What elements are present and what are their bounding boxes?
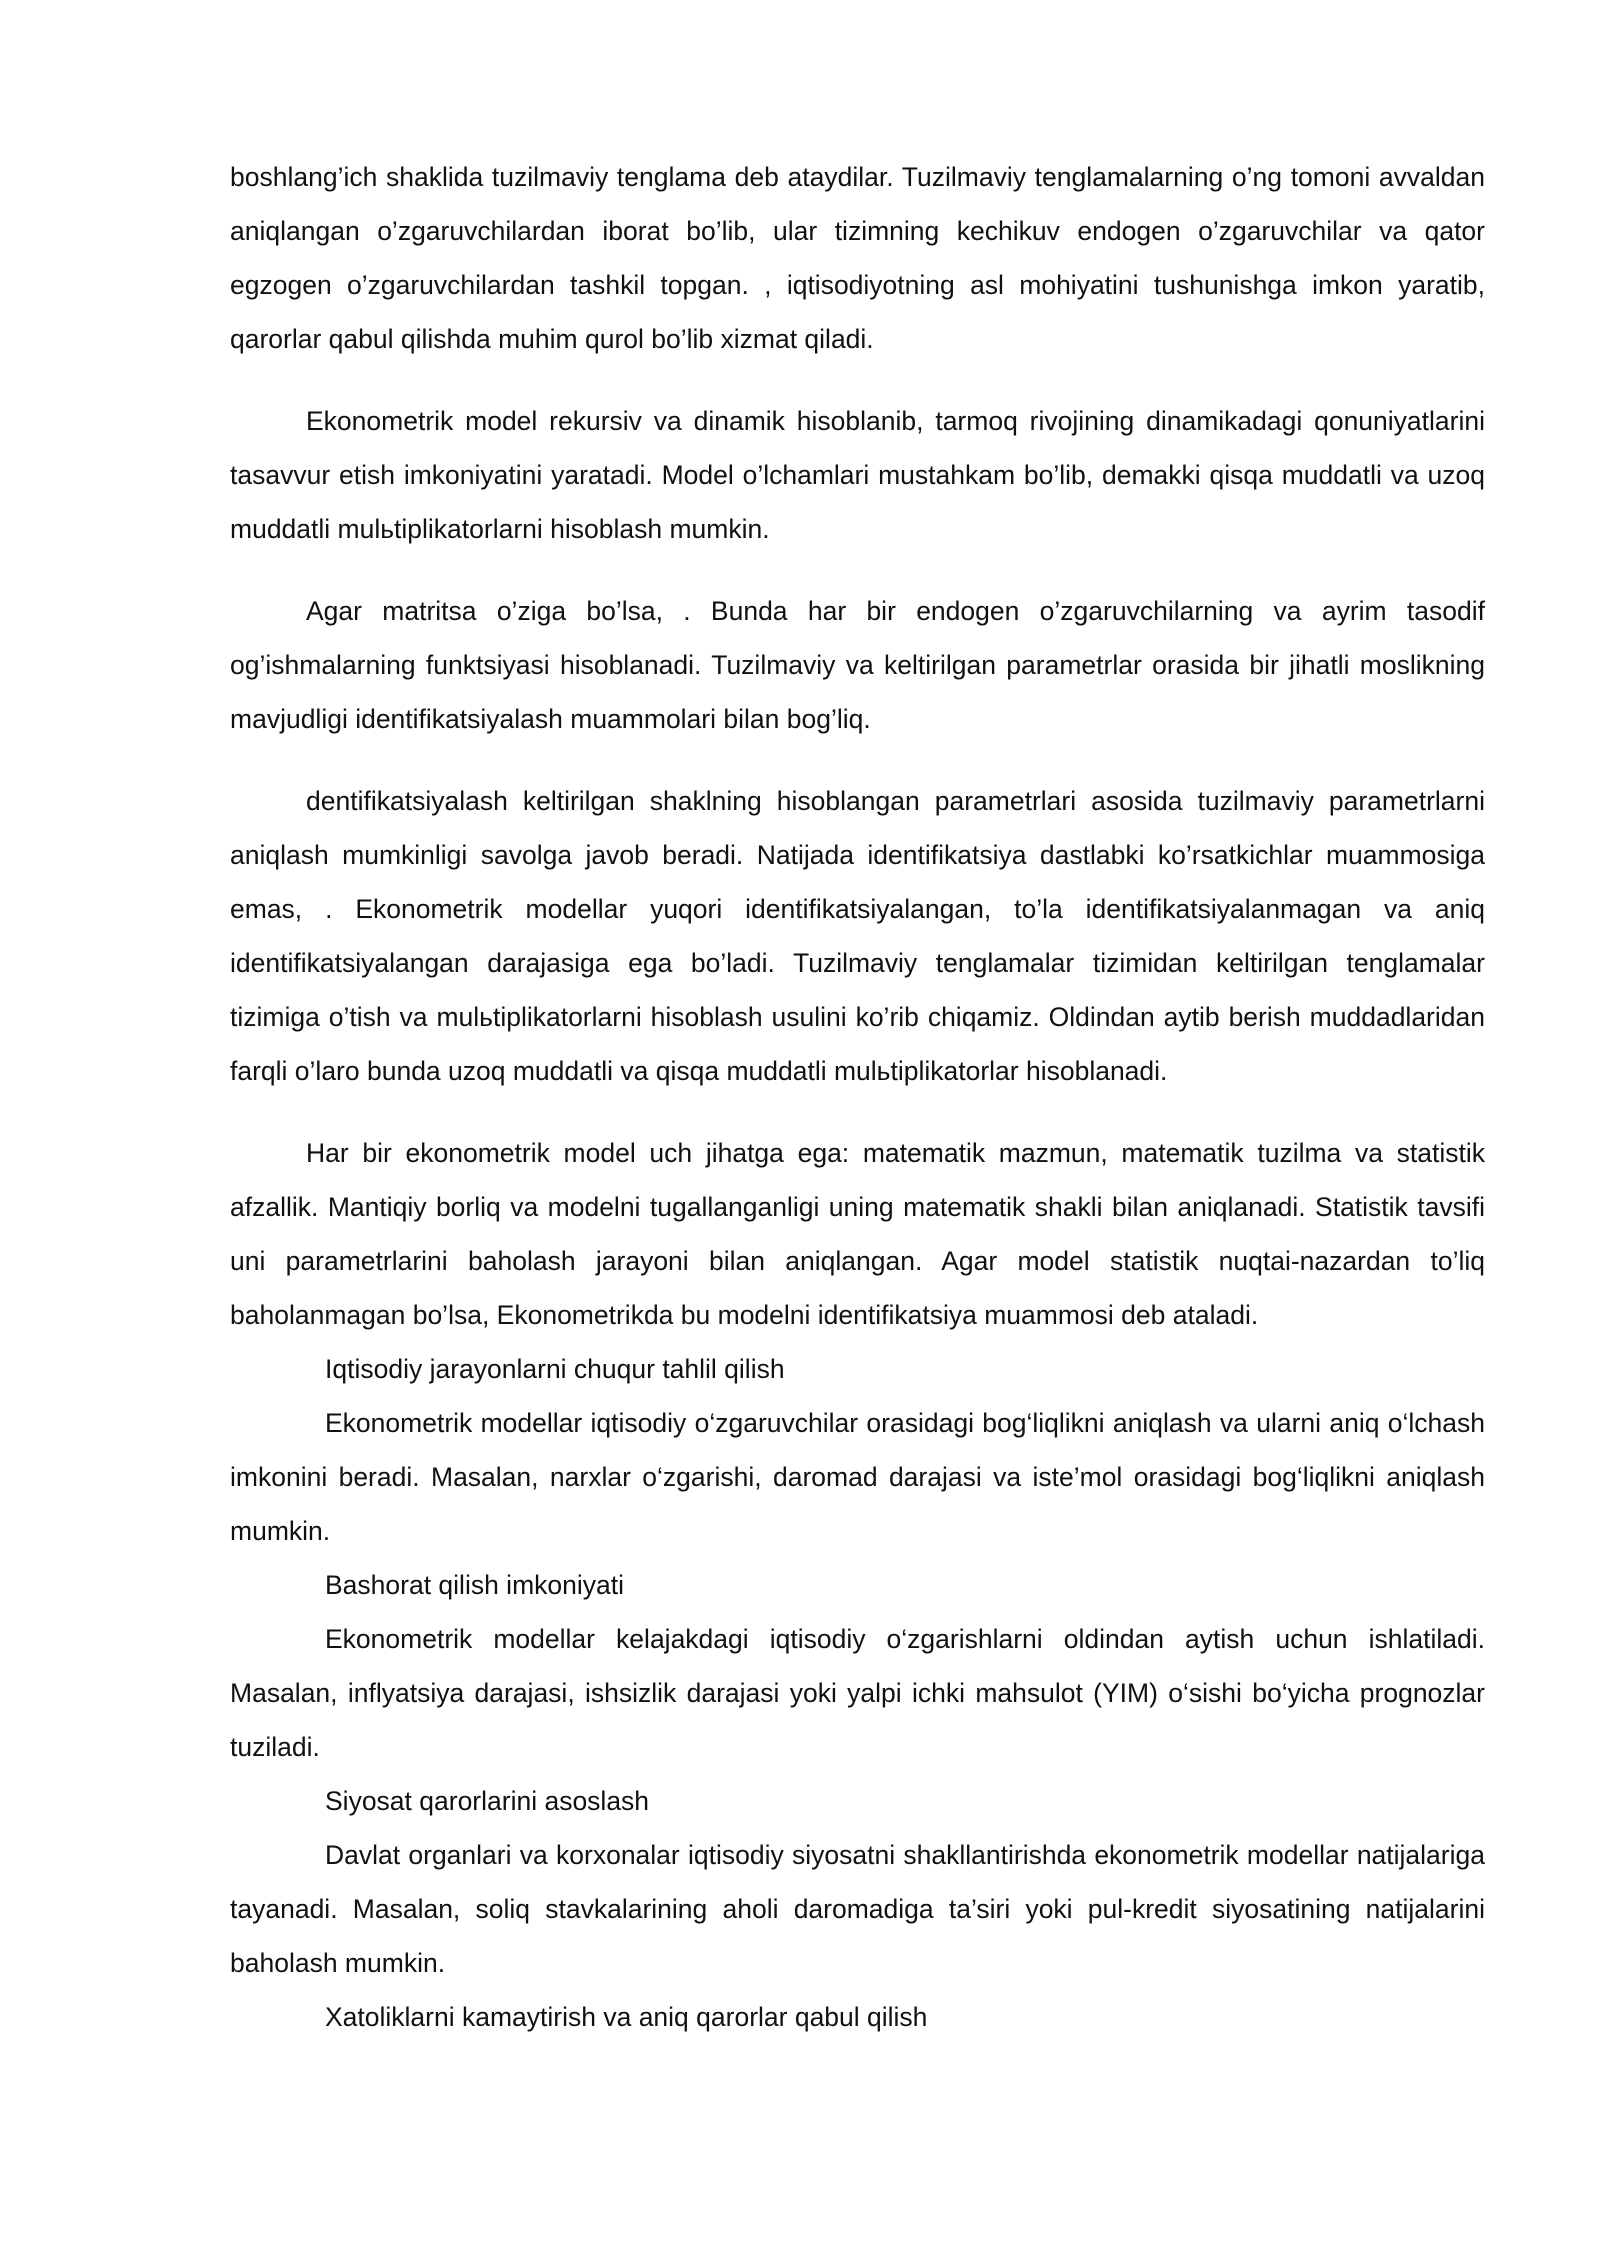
paragraph-matrix: Agar matritsa o’ziga bo’lsa, . Bunda har bir endogen o’zgaruvchilarning va ayrim tasodif og’ishmalarning funktsiyasi hisoblanadi. Tuzilmaviy va keltirilgan parametrlar orasida bir jihatli moslikning mavjudligi identifikatsiyalash muammolari bilan bog’liq. [230, 596, 1485, 734]
section-body: Ekonometrik modellar iqtisodiy o‘zgaruvchilar orasidagi bog‘liqlikni aniqlash va ularni aniq o‘lchash imkonini beradi. Masalan, narxlar o‘zgarishi, daromad darajasi va iste’mol orasidagi bog‘liqlikni aniqlash mumkin. [230, 1408, 1485, 1546]
paragraph-intro: boshlang’ich shaklida tuzilmaviy tenglama deb ataydilar. Tuzilmaviy tenglamalarning o’ng tomoni avvaldan aniqlangan o’zgaruvchilardan iborat bo’lib, ular tizimning kechikuv endogen o’zgaruvchilar va qator egzogen o’zgaruvchilardan tashkil topgan. , iqtisodiyotning asl mohiyatini tushunishga imkon yaratib, qarorlar qabul qilishda muhim qurol bo’lib xizmat qiladi. [230, 162, 1485, 354]
section-heading: Iqtisodiy jarayonlarni chuqur tahlil qilish [325, 1354, 785, 1384]
document-page [230, 150, 1485, 2044]
paragraph-model-dynamics: Ekonometrik model rekursiv va dinamik hisoblanib, tarmoq rivojining dinamikadagi qonuniyatlarini tasavvur etish imkoniyatini yaratadi. Model o’lchamlari mustahkam bo’lib, demakki qisqa muddatli va uzoq muddatli mulьtiplikatorlarni hisoblash mumkin. [230, 406, 1485, 544]
paragraph-identification: dentifikatsiyalash keltirilgan shaklning hisoblangan parametrlari asosida tuzilmaviy parametrlarni aniqlash mumkinligi savolga javob beradi. Natijada identifikatsiya dastlabki ko’rsatkichlar muammosiga emas, . Ekonometrik modellar yuqori identifikatsiyalangan, to’la identifikatsiyalanmagan va aniq identifikatsiyalangan darajasiga ega bo’ladi. Tuzilmaviy tenglamalar tizimidan keltirilgan tenglamalar tizimiga o’tish va mulьtiplikatorlarni hisoblash usulini ko’rib chiqamiz. Oldindan aytib berish muddadlaridan farqli o’laro bunda uzoq muddatli va qisqa muddatli mulьtiplikatorlar hisoblanadi. [230, 786, 1485, 1086]
section-body: Davlat organlari va korxonalar iqtisodiy siyosatni shakllantirishda ekonometrik modellar natijalariga tayanadi. Masalan, soliq stavkalarining aholi daromadiga ta’siri yoki pul-kredit siyosatining natijalarini baholash mumkin. [230, 1840, 1485, 1978]
section-heading: Siyosat qarorlarini asoslash [325, 1786, 650, 1816]
section-heading: Xatoliklarni kamaytirish va aniq qarorlar qabul qilish [325, 2002, 928, 2032]
section-heading: Bashorat qilish imkoniyati [325, 1570, 624, 1600]
paragraph-model-aspects: Har bir ekonometrik model uch jihatga ega: matematik mazmun, matematik tuzilma va statistik afzallik. Mantiqiy borliq va modelni tugallanganligi uning matematik shakli bilan aniqlanadi. Statistik tavsifi uni parametrlarini baholash jarayoni bilan aniqlangan. Agar model statistik nuqtai-nazardan to’liq baholanmagan bo’lsa, Ekonometrikda bu modelni identifikatsiya muammosi deb ataladi. [230, 1138, 1485, 1330]
section-body: Ekonometrik modellar kelajakdagi iqtisodiy o‘zgarishlarni oldindan aytish uchun ishlatiladi. Masalan, inflyatsiya darajasi, ishsizlik darajasi yoki yalpi ichki mahsulot (YIM) o‘sishi bo‘yicha prognozlar tuziladi. [230, 1624, 1485, 1762]
